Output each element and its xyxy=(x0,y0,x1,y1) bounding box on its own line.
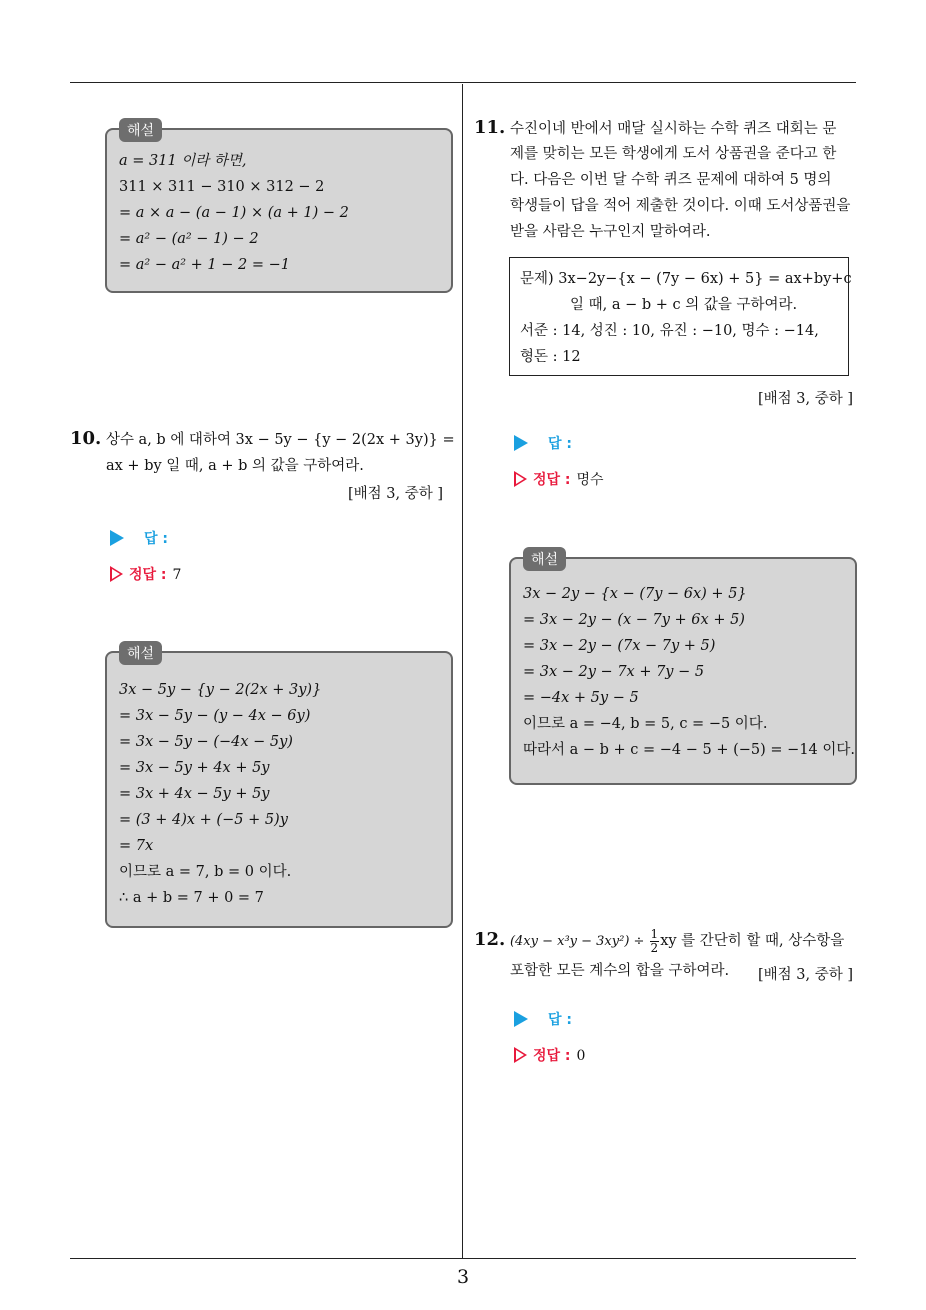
q12-key xyxy=(514,1045,585,1065)
q11-sol-line-3: = 3x − 2y − (7x − 7y + 5) xyxy=(523,638,716,654)
key-arrow-icon xyxy=(110,566,123,582)
q10-answer xyxy=(110,528,168,548)
q11-answer-label: 답 : xyxy=(548,436,572,452)
q10-sol-line-6: = (3 + 4)x + (−5 + 5)y xyxy=(119,812,288,828)
q10-sol-line-8: 이므로 a = 7, b = 0 이다. xyxy=(119,864,292,880)
prev-sol-line-4: = a² − (a² − 1) − 2 xyxy=(119,231,259,247)
prev-sol-line-3: = a × a − (a − 1) × (a + 1) − 2 xyxy=(119,205,349,221)
q12-expression-tail: xy 를 간단히 할 때, 상수항을 xyxy=(660,933,845,949)
q11-sol-line-1: 3x − 2y − {x − (7y − 6x) + 5} xyxy=(523,586,747,602)
q12-key-value: 0 xyxy=(576,1048,586,1064)
prev-solution-box xyxy=(105,123,453,293)
q11-solution-box xyxy=(509,552,857,785)
prev-sol-line-2: 311 × 311 − 310 × 312 − 2 xyxy=(119,179,325,195)
q12-answer-label: 답 : xyxy=(548,1012,572,1028)
q12-points: [배점 3, 중하 ] xyxy=(758,967,854,983)
q10-answer-label: 답 : xyxy=(144,531,168,547)
q10-number: 10. xyxy=(70,428,102,449)
q10-sol-line-7: = 7x xyxy=(119,838,154,854)
key-arrow-icon xyxy=(514,471,527,487)
q11-sol-line-7: 따라서 a − b + c = −4 − 5 + (−5) = −14 이다. xyxy=(523,742,856,758)
q11-sol-line-5: = −4x + 5y − 5 xyxy=(523,690,639,706)
header-rule xyxy=(70,82,856,83)
solution-tag: 해설 xyxy=(523,547,566,571)
q11-points: [배점 3, 중하 ] xyxy=(758,391,854,407)
q10-points: [배점 3, 중하 ] xyxy=(348,486,444,502)
key-arrow-icon xyxy=(514,1047,527,1063)
q11-text xyxy=(474,115,860,142)
q11-box-line-1: 문제) 3x−2y−{x − (7y − 6x) + 5} = ax+by+c xyxy=(520,271,852,287)
footer-rule xyxy=(70,1258,856,1259)
q10-sol-line-2: = 3x − 5y − (y − 4x − 6y) xyxy=(119,708,311,724)
q10-sol-line-3: = 3x − 5y − (−4x − 5y) xyxy=(119,734,293,750)
q10-key xyxy=(110,564,181,584)
q12-key-label: 정답 : xyxy=(533,1048,571,1064)
q11-sol-line-2: = 3x − 2y − (x − 7y + 6x + 5) xyxy=(523,612,745,628)
q10-line-2: ax + by 일 때, a + b 의 값을 구하여라. xyxy=(106,458,364,474)
q10-text xyxy=(70,426,456,453)
q10-sol-line-9: ∴ a + b = 7 + 0 = 7 xyxy=(119,890,264,906)
q10-key-label: 정답 : xyxy=(129,567,167,583)
q12-text xyxy=(474,927,860,955)
column-divider xyxy=(462,84,463,1258)
q12-frac-num: 1 xyxy=(650,926,659,941)
q11-sol-line-4: = 3x − 2y − 7x + 7y − 5 xyxy=(523,664,705,680)
answer-arrow-icon xyxy=(514,435,528,451)
q10-line-1: 상수 a, b 에 대하여 3x − 5y − {y − 2(2x + 3y)} = xyxy=(105,432,455,448)
q11-box-line-2: 일 때, a − b + c 의 값을 구하여라. xyxy=(570,297,798,313)
q11-key-label: 정답 : xyxy=(533,472,571,488)
q11-line-2: 제를 맞히는 모든 학생에게 도서 상품권을 준다고 한 xyxy=(510,146,837,162)
q10-solution-box xyxy=(105,646,453,928)
answer-arrow-icon xyxy=(514,1011,528,1027)
prev-sol-line-1: a = 311 이라 하면, xyxy=(119,153,247,169)
q11-line-4: 학생들이 답을 적어 제출한 것이다. 이때 도서상품권을 xyxy=(510,198,851,214)
q12-frac-den: 2 xyxy=(650,940,659,955)
page-number: 3 xyxy=(456,1266,470,1288)
q11-answer xyxy=(514,433,572,453)
q12-answer xyxy=(514,1009,572,1029)
answer-arrow-icon xyxy=(110,530,124,546)
q11-box-line-4: 형돈 : 12 xyxy=(520,349,581,365)
q11-line-1: 수진이네 반에서 매달 실시하는 수학 퀴즈 대회는 문 xyxy=(509,121,837,137)
q11-problem-box xyxy=(509,257,852,376)
q12-line-2: 포함한 모든 계수의 합을 구하여라. xyxy=(510,963,730,979)
q11-line-5: 받을 사람은 누구인지 말하여라. xyxy=(510,224,711,240)
q10-sol-line-5: = 3x + 4x − 5y + 5y xyxy=(119,786,270,802)
q12-number: 12. xyxy=(474,929,506,950)
q11-key xyxy=(514,469,604,489)
q11-line-3: 다. 다음은 이번 달 수학 퀴즈 문제에 대하여 5 명의 xyxy=(510,172,832,188)
q10-key-value: 7 xyxy=(172,567,182,583)
solution-tag: 해설 xyxy=(119,118,162,142)
prev-sol-line-5: = a² − a² + 1 − 2 = −1 xyxy=(119,257,290,273)
q11-key-value: 명수 xyxy=(576,472,604,488)
q11-number: 11. xyxy=(474,117,506,138)
q12-fraction xyxy=(650,928,660,955)
solution-tag: 해설 xyxy=(119,641,162,665)
q11-sol-line-6: 이므로 a = −4, b = 5, c = −5 이다. xyxy=(523,716,768,732)
q10-sol-line-4: = 3x − 5y + 4x + 5y xyxy=(119,760,270,776)
q10-sol-line-1: 3x − 5y − {y − 2(2x + 3y)} xyxy=(119,682,322,698)
q12-expression: (4xy − x³y − 3xy²) ÷ xyxy=(509,934,649,949)
q11-box-line-3: 서준 : 14, 성진 : 10, 유진 : −10, 명수 : −14, xyxy=(520,323,819,339)
